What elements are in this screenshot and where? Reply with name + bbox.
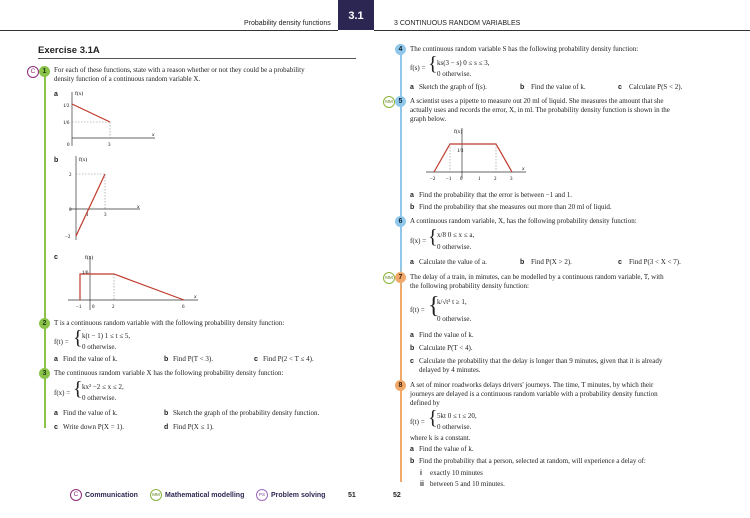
question-5-text-line2: actually uses and records the error, X, in ml. The probability density function is shown in the [410, 106, 670, 114]
q1-graph-b [60, 152, 160, 244]
graph-c-tick-sixth: 1/6 [82, 271, 89, 276]
q1-part-b-label: b [54, 157, 59, 164]
q8-part-bii-label: ii [420, 481, 424, 488]
graph-b-tick-3: 3 [104, 213, 107, 218]
graph-c-tick-neg1: −1 [76, 305, 82, 310]
q1-graph-a [60, 86, 160, 152]
q5-graph-tick-2: 2 [494, 177, 497, 182]
modelling-badge-q5: MM [383, 96, 395, 108]
q8-where: where k is a constant. [410, 434, 471, 442]
q6-case1: x/8 0 ≤ x ≤ a, [437, 231, 475, 239]
q4-part-b-label: b [520, 84, 525, 91]
q5-graph-tick-3: 3 [510, 177, 513, 182]
question-8-text-line2: journeys are delayed is a continuous random variable with a probability density function [410, 390, 658, 398]
question-7-text-line1: The delay of a train, in minutes, can be modelled by a continuous random variable, T, with [410, 273, 664, 281]
q8-part-bi-label: i [420, 470, 422, 477]
q1-part-a-label: a [54, 91, 58, 98]
graph-a-tick-sixth: 1/6 [63, 121, 70, 126]
exercise-title-rule [38, 58, 356, 59]
question-7-number: 7 [395, 272, 406, 283]
q2-case1: k(t − 1) 1 ≤ t ≤ 5, [82, 332, 131, 340]
header-rule-left [0, 30, 338, 31]
graph-c-tick-2: 2 [112, 305, 115, 310]
q6-part-b: Find P(X > 2). [531, 258, 572, 266]
q4-case1: ks(3 − s) 0 ≤ s ≤ 3, [437, 59, 490, 67]
q3-part-a: Find the value of k. [63, 409, 118, 417]
header-rule-right [374, 30, 750, 31]
q6-function-name: f(x) = [410, 237, 427, 245]
q5-part-b: Find the probability that she measures out more than 20 ml of liquid. [419, 203, 612, 211]
question-8-text-line1: A set of minor roadworks delays drivers' journeys. The time, T minutes, by which their [410, 381, 654, 389]
graph-c-tick-6: 6 [182, 305, 185, 310]
q4-case2: 0 otherwise. [437, 70, 472, 78]
question-1-text-line2: density function of a continuous random variable X. [54, 75, 201, 83]
communication-badge-q1: C [27, 66, 39, 78]
q8-part-a: Find the value of k. [419, 445, 474, 453]
right-question-track [400, 50, 402, 482]
q8-part-bii: between 5 and 10 minutes. [430, 480, 505, 488]
graph-c-line [80, 274, 184, 300]
question-5-number: 5 [395, 96, 406, 107]
q4-part-b: Find the value of k. [531, 83, 586, 91]
q5-graph-tick-1: 1 [478, 177, 481, 182]
q5-graph-tick-0: 0 [460, 177, 463, 182]
question-8-number: 8 [395, 380, 406, 391]
legend-problem-solving-icon: PS [256, 489, 268, 501]
question-5-text-line1: A scientist uses a pipette to measure out 20 ml of liquid. She measures the amount that she [410, 97, 664, 105]
q2-part-c: Find P(2 < T ≤ 4). [263, 355, 314, 363]
q8-case2: 0 otherwise. [437, 423, 472, 431]
header-left-title: Probability density functions [244, 20, 331, 27]
q2-case2: 0 otherwise. [82, 343, 117, 351]
q7-function-name: f(t) = [410, 306, 425, 314]
question-2-text: T is a continuous random variable with the following probability density function: [54, 319, 285, 327]
graph-b-tick-1: 1 [86, 213, 89, 218]
question-3-text: The continuous random variable X has the following probability density function: [54, 369, 284, 377]
graph-c-tick-0: 0 [92, 305, 95, 310]
q3-part-b: Sketch the graph of the probability density function. [173, 409, 320, 417]
question-4-text: The continuous random variable S has the following probability density function: [410, 45, 639, 53]
q3-part-d: Find P(X ≤ 1). [173, 423, 214, 431]
question-4-number: 4 [395, 44, 406, 55]
q6-case2: 0 otherwise. [437, 243, 472, 251]
q3-part-d-label: d [164, 424, 169, 431]
q5-graph-x-label: x [522, 166, 525, 172]
graph-a-y-label: f(x) [75, 91, 84, 97]
q8-part-b: Find the probability that a person, selected at random, will experience a delay of: [419, 457, 646, 465]
q5-graph-line [434, 144, 512, 172]
q2-part-b-label: b [164, 356, 169, 363]
q2-function-name: f(t) = [54, 338, 69, 346]
q3-part-c: Write down P(X = 1). [63, 423, 125, 431]
graph-a-line [72, 104, 110, 122]
q7-part-c-label: c [410, 358, 414, 365]
q3-brace: { [73, 378, 83, 400]
question-6-number: 6 [395, 216, 406, 227]
legend-communication-icon: C [70, 489, 82, 501]
question-8-text-line3: defined by [410, 399, 440, 407]
q5-graph-tick-neg1: −1 [446, 177, 452, 182]
q8-case1: 5kt 0 ≤ t ≤ 20, [437, 412, 477, 420]
q2-part-c-label: c [254, 356, 258, 363]
q3-part-a-label: a [54, 410, 58, 417]
q4-part-a: Sketch the graph of f(s). [419, 83, 487, 91]
legend-communication-label: Communication [85, 492, 138, 499]
question-1-number: 1 [39, 66, 50, 77]
q4-brace: { [428, 53, 438, 75]
q4-function-name: f(s) = [410, 64, 426, 72]
q2-part-a-label: a [54, 356, 58, 363]
q2-part-b: Find P(T < 3). [173, 355, 213, 363]
graph-b-tick-neg2: −2 [65, 235, 71, 240]
modelling-badge-q7: MM [383, 272, 395, 284]
q7-part-c-line2: delayed by 4 minutes. [419, 366, 481, 374]
q7-part-b: Calculate P(T < 4). [419, 344, 473, 352]
q4-part-c-label: c [618, 84, 622, 91]
question-2-number: 2 [39, 318, 50, 329]
exercise-title: Exercise 3.1A [38, 45, 100, 56]
q2-brace: { [73, 327, 83, 349]
legend-modelling-icon: MM [150, 489, 162, 501]
q8-brace: { [428, 407, 438, 429]
q3-part-b-label: b [164, 410, 169, 417]
graph-a-x-label: x [152, 132, 155, 138]
q6-brace: { [428, 226, 438, 248]
q5-graph [420, 124, 530, 184]
header-right-title: 3 CONTINUOUS RANDOM VARIABLES [394, 20, 521, 27]
q6-part-c-label: c [618, 259, 622, 266]
q4-part-c: Calculate P(S < 2). [629, 83, 683, 91]
q1-graph-c [62, 250, 202, 315]
legend-problem-solving-label: Problem solving [271, 492, 326, 499]
page-number-right: 52 [393, 492, 401, 499]
q3-case2: 0 otherwise. [82, 394, 117, 402]
q3-case1: kx² −2 ≤ x ≤ 2, [82, 383, 124, 391]
q3-function-name: f(x) = [54, 389, 71, 397]
q1-part-c-label: c [54, 254, 58, 261]
graph-a-tick-3: 3 [108, 143, 111, 148]
q8-part-a-label: a [410, 446, 414, 453]
q7-part-a-label: a [410, 332, 414, 339]
graph-b-y-label: f(x) [79, 157, 88, 163]
q5-part-a-label: a [410, 192, 414, 199]
q7-part-b-label: b [410, 345, 415, 352]
question-5-text-line3: graph below. [410, 115, 447, 123]
q8-function-name: f(t) = [410, 418, 425, 426]
page-number-left: 51 [348, 492, 356, 499]
q2-part-a: Find the value of k. [63, 355, 118, 363]
q5-part-a: Find the probability that the error is between −1 and 1. [419, 191, 573, 199]
legend-modelling-label: Mathematical modelling [165, 492, 245, 499]
graph-a-tick-half: 1/2 [63, 104, 70, 109]
question-3-number: 3 [39, 368, 50, 379]
graph-c-y-label: f(x) [85, 255, 94, 261]
graph-b-line [76, 174, 105, 236]
question-7-text-line2: the following probability density function: [410, 282, 529, 290]
question-1-text-line1: For each of these functions, state with a reason whether or not they could be a probability [54, 66, 305, 74]
q5-graph-tick-third: 1/3 [457, 149, 464, 154]
q7-part-c-line1: Calculate the probability that the delay is longer than 9 minutes, given that it is already [419, 357, 663, 365]
q7-case1: k/√t³ t ≥ 1, [437, 298, 467, 306]
q7-part-a: Find the value of k. [419, 331, 474, 339]
graph-a-origin: 0 [67, 143, 70, 148]
q6-part-a: Calculate the value of a. [419, 258, 487, 266]
q7-brace: { [428, 293, 440, 319]
graph-b-tick-2: 2 [69, 173, 72, 178]
q6-part-b-label: b [520, 259, 525, 266]
graph-b-x-label: x [137, 204, 140, 210]
q6-part-c: Find P(3 < X < 7). [629, 258, 681, 266]
q5-graph-tick-neg2: −2 [430, 177, 436, 182]
section-number-box: 3.1 [338, 0, 374, 30]
q8-part-bi: exactly 10 minutes [430, 469, 483, 477]
q8-part-b-label: b [410, 458, 415, 465]
q3-part-c-label: c [54, 424, 58, 431]
graph-b-tick-0: 0 [69, 208, 72, 213]
q4-part-a-label: a [410, 84, 414, 91]
q7-case2: 0 otherwise. [437, 315, 472, 323]
question-6-text: A continuous random variable, X, has the following probability density function: [410, 217, 637, 225]
q6-part-a-label: a [410, 259, 414, 266]
graph-c-x-label: x [194, 294, 197, 300]
q5-graph-y-label: f(x) [454, 129, 463, 135]
q5-part-b-label: b [410, 204, 415, 211]
